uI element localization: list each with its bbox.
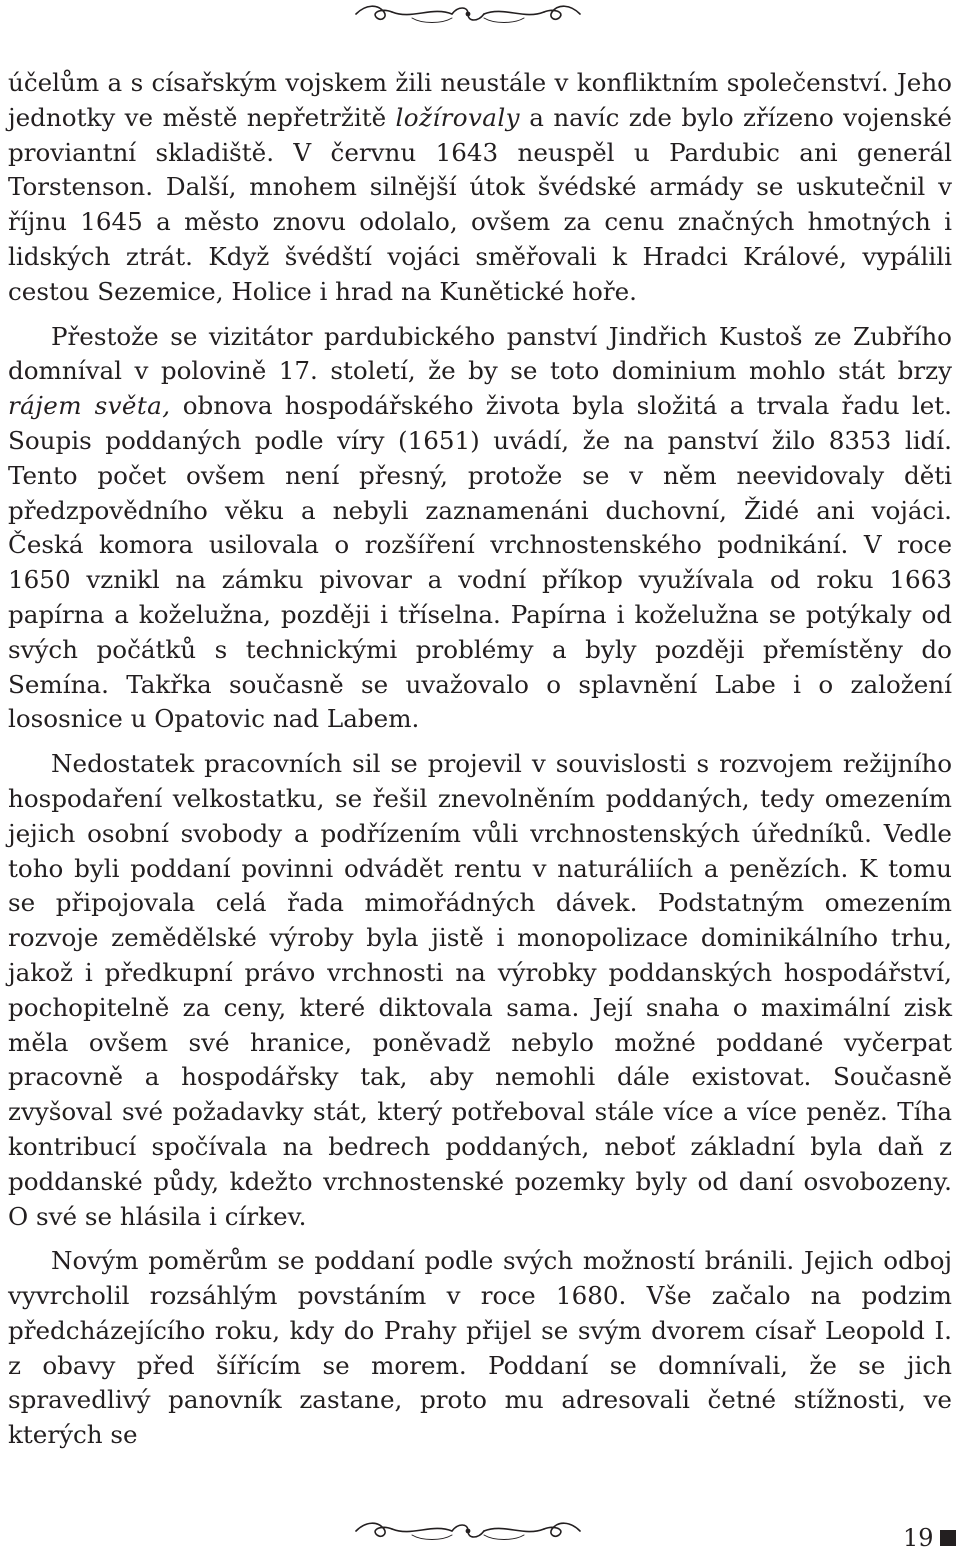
- bottom-ornament-icon: [352, 1519, 584, 1543]
- paragraph-1: [8, 66, 952, 310]
- paragraph-3: Nedostatek pracovních sil se projevil v souvislosti s rozvojem režijního hospodaření velkostatku, se řešil znevolněním poddaných, tedy omezením jejich osobní svobody a podřízením vůli vrchnostenských úředníků. Vedle toho byli poddaní povinni odvádět rentu v naturáliích a penězích. K tomu se připojovala celá řada mimořádných dávek. Podstatným omezením rozvoje zemědělské výroby byla jistě i monopolizace dominikálního trhu, jakož i předkupní právo vrchnosti na výrobky poddanských hospodářství, pochopitelně za ceny, které diktovala sama. Její snaha o maximální zisk měla ovšem své hranice, poněvadž nebylo možné poddané vyčerpat pracovně a hospodářsky tak, aby nemohli dále existovat. Současně zvyšoval své požadavky stát, který potřeboval stále více a více peněz. Tíha kontribucí spočívala na bedrech poddaných, neboť základní byla daň z poddanské půdy, kdežto vrchnostenské pozemky byly od daní osvobozeny. O své se hlásila i církev.: [8, 749, 952, 1231]
- paragraph-1-text-a: účelům a s císařským vojskem žili neustále v konfliktním společenství. Jeho jednotky ve městě nepřetržitě: [8, 68, 952, 132]
- page-corner-square-icon: [940, 1530, 956, 1546]
- top-ornament-icon: [352, 2, 584, 26]
- page-number: 19: [903, 1524, 934, 1552]
- paragraph-2-text-a: Přestože se vizitátor pardubického panství Jindřich Kustoš ze Zubřího domníval v polovině 17. století, že by se toto dominium mohlo stát brzy: [8, 321, 952, 386]
- paragraph-1-text-b: a navíc zde bylo zřízeno vojenské proviantní skladiště. V červnu 1643 neuspěl u Pardubic ani generál Torstenson. Další, mnohem silnější útok švédské armády se uskutečnil v říjnu 1645 a město znovu odolalo, ovšem za cenu značných hmotných i lidských ztrát. Když švédští vojáci směřovali k Hradci Králové, vypálili cestou Sezemice, Holice i hrad na Kunětické hoře.: [8, 102, 952, 306]
- paragraph-4: Novým poměrům se poddaní podle svých možností bránili. Jejich odboj vyvrcholil rozsáhlým povstáním v roce 1680. Vše začalo na podzim předcházejícího roku, kdy do Prahy přijel se svým dvorem císař Leopold I. z obavy před šířícím se morem. Poddaní se domnívali, že se jich spravedlivý panovník zastane, proto mu adresovali četné stížnosti, ve kterých se: [8, 1246, 952, 1450]
- paragraph-2-text-b: obnova hospodářského života byla složitá a trvala řadu let. Soupis poddaných podle víry (1651) uvádí, že na panství žilo 8353 lidí. Tento počet ovšem není přesný, protože se v něm neevidovaly děti předzpovědního věku a nebyli zaznamenáni duchovní, Židé ani vojáci. Česká komora usilovala o rozšíření vrchnostenského podnikání. V roce 1650 vznikl na zámku pivovar a vodní příkop využívala od roku 1663 papírna a koželužna, později i tříselna. Papírna i koželužna se potýkaly od svých počátků s technickými problémy a byly později přemístěny do Semína. Takřka současně se uvažovalo o splavnění Labe i o založení lososnice u Opatovic nad Labem.: [8, 391, 952, 734]
- paragraph-1-italic-term: ložírovaly: [395, 102, 520, 132]
- paragraph-2-italic-phrase: rájem světa,: [8, 391, 171, 421]
- paragraph-2: [8, 320, 952, 738]
- page-body-text: [8, 66, 952, 1453]
